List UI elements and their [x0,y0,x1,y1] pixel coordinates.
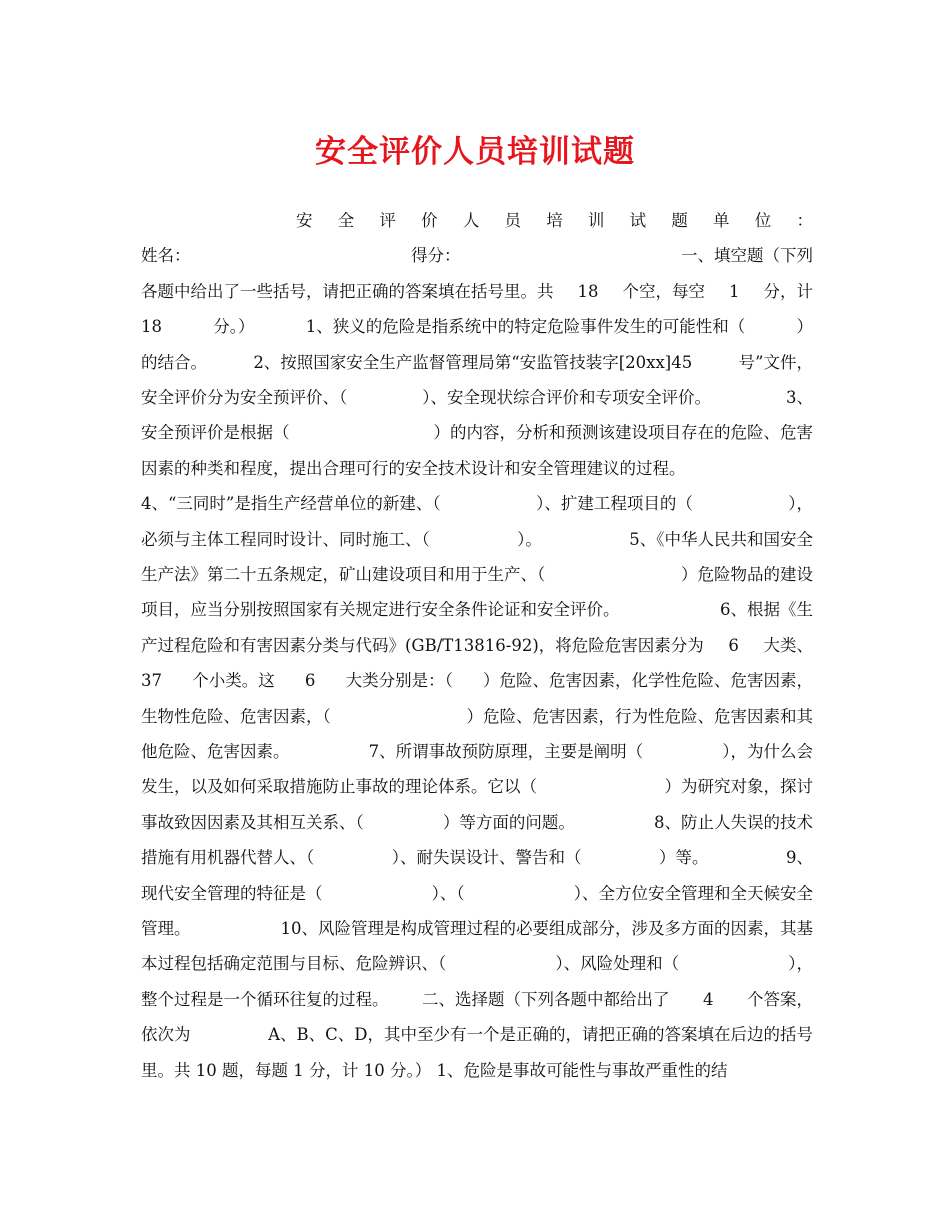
body-line: 措施有用机器代替人、（ ）、耐失误设计、警告和（ ）等。 9、 [141,848,813,868]
body-line: 安 全 评 价 人 员 培 训 试 题 单 位 ： [296,211,813,230]
body-line: 的结合。 2、按照国家安全生产监督管理局第“安监管技装字[20xx]45 号”文件， [141,352,813,372]
body-line: 事故致因因素及其相互关系、（ ）等方面的问题。 8、防止人失误的技术 [141,812,813,832]
body-line: 安全预评价是根据（ ）的内容，分析和预测该建设项目存在的危险、危害 [141,423,813,443]
body-line: 本过程包括确定范围与目标、危险辨识、（ ）、风险处理和（ ）， [141,954,813,974]
body-line: 4、“三同时”是指生产经营单位的新建、（ ）、扩建工程项目的（ ）， [141,494,813,514]
body-line: 产过程危险和有害因素分类与代码》(GB/T13816-92)，将危险危害因素分为 6 大类、 [141,635,813,655]
body-line: 发生，以及如何采取措施防止事故的理论体系。它以（ ）为研究对象，探讨 [141,777,813,797]
body-line: 项目，应当分别按照国家有关规定进行安全条件论证和安全评价。 6、根据《生 [141,600,813,620]
body-line: 依次为 A、B、C、D，其中至少有一个是正确的，请把正确的答案填在后边的括号 [141,1025,813,1045]
body-line: 管理。 10、风险管理是构成管理过程的必要组成部分，涉及多方面的因素，其基 [141,919,813,938]
body-line: 因素的种类和程度，提出合理可行的安全技术设计和安全管理建议的过程。 [141,458,686,478]
body-line: 各题中给出了一些括号，请把正确的答案填在括号里。共 18 个空，每空 1 分，计 [141,281,813,301]
body-line: 现代安全管理的特征是（ ）、（ ）、全方位安全管理和全天候安全 [141,883,813,903]
body-line: 里。共 10 题，每题 1 分，计 10 分。） 1、危险是事故可能性与事故严重性的结 [141,1060,728,1080]
body-line: 生产法》第二十五条规定，矿山建设项目和用于生产、（ ）危险物品的建设 [141,565,813,584]
body-line: 安全评价分为安全预评价、（ ）、安全现状综合评价和专项安全评价。 3、 [141,388,813,407]
body-line: 生物性危险、危害因素，（ ）危险、危害因素，行为性危险、危害因素和其 [141,706,813,726]
body-line: 37 个小类。这 6 大类分别是：（ ）危险、危害因素，化学性危险、危害因素， [141,671,813,691]
body-line: 姓名： 得分： 一、填空题（下列 [141,246,813,266]
body-line: 他危险、危害因素。 7、所谓事故预防原理，主要是阐明（ ），为什么会 [141,742,813,761]
body-line: 18 分。） 1、狭义的危险是指系统中的特定危险事件发生的可能性和（ ） [141,317,813,337]
body-line: 整个过程是一个循环往复的过程。 二、选择题（下列各题中都给出了 4 个答案， [141,989,813,1009]
document-title: 安全评价人员培训试题 [315,134,635,170]
body-line: 必须与主体工程同时设计、同时施工、（ ）。 5、《中华人民共和国安全 [141,529,813,549]
